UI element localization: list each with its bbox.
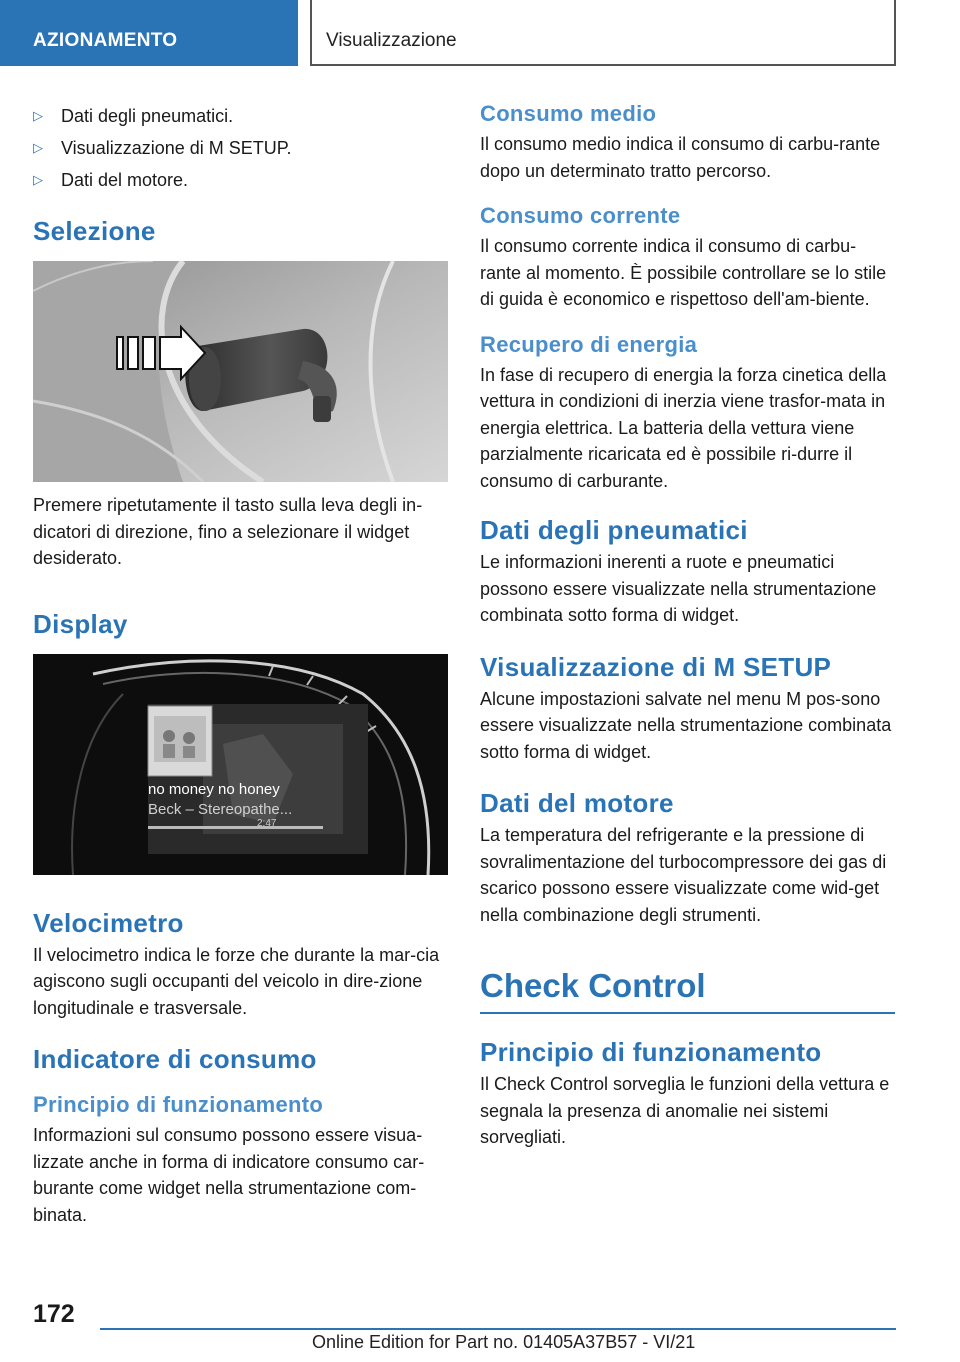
indicator-lever-illustration — [33, 261, 448, 482]
heading-recupero-energia: Recupero di energia — [480, 331, 698, 357]
heading-m-setup: Visualizzazione di M SETUP — [480, 651, 832, 682]
check-control-divider — [480, 1012, 895, 1014]
right-column — [480, 100, 896, 1151]
heading-display: Display — [33, 608, 128, 639]
figure-indicator-lever — [33, 261, 448, 482]
edition-note: Online Edition for Part no. 01405A37B57 - VI/21 — [312, 1332, 696, 1352]
heading-selezione: Selezione — [33, 216, 156, 246]
page-header — [0, 0, 960, 66]
m-setup-text: Alcune impostazioni salvate nel menu M pos-sono essere visualizzate nella strumentazione combinata sotto forma di widget. — [480, 688, 892, 762]
figure-display — [33, 654, 448, 875]
heading-consumo-medio: Consumo medio — [480, 101, 657, 126]
heading-check-principio: Principio di funzionamento — [480, 1037, 822, 1067]
heading-velocimetro: Velocimetro — [33, 907, 184, 938]
recupero-energia-text: In fase di recupero di energia la forza cinetica della vettura in condizioni di inerzia viene trasfor-mata in energia elettrica. La batteria della vettura viene parzialmente ricaricata ed è possibile ri-durre il consumo di carburante. — [480, 364, 887, 491]
list-item: ▷ Visualizzazione di M SETUP. — [33, 132, 449, 164]
song-artist: Beck – Stereopathe... — [148, 800, 293, 818]
section-tab: AZIONAMENTO — [0, 0, 298, 66]
consumo-corrente-text: Il consumo corrente indica il consumo di carbu-rante al momento. È possibile controllare se lo stile di guida è economico e rispettoso dell'am-biente. — [480, 236, 887, 309]
heading-consumo-corrente: Consumo corrente — [480, 203, 681, 228]
velocimetro-text: Il velocimetro indica le forze che durante la mar-cia agiscono sugli occupanti del veicolo in dire-zione longitudinale e trasversale. — [33, 944, 440, 1018]
footer-divider — [100, 1328, 896, 1330]
dati-motore-text: La temperatura del refrigerante e la pressione di sovralimentazione del turbocompressore dei gas di scarico possono essere visualizzate come wid-get nella combinazione degli strumenti. — [480, 825, 887, 925]
list-item: ▷ Dati del motore. — [33, 164, 449, 196]
song-title: no money no honey — [148, 780, 280, 798]
selezione-text: Premere ripetutamente il tasto sulla leva degli in-dicatori di direzione, fino a selezionare il widget desiderato. — [33, 495, 423, 568]
list-item: ▷ Dati degli pneumatici. — [33, 100, 449, 132]
widget-list — [33, 100, 449, 196]
song-time: 2:47 — [257, 817, 277, 829]
triangle-bullet-icon: ▷ — [33, 172, 43, 187]
page-footer — [0, 1290, 960, 1362]
chapter-title: Visualizzazione — [310, 0, 896, 66]
left-column — [33, 100, 449, 1228]
heading-dati-motore: Dati del motore — [480, 788, 674, 818]
heading-check-control: Check Control — [480, 967, 706, 1004]
consumo-medio-text: Il consumo medio indica il consumo di carbu-rante dopo un determinato tratto percorso. — [480, 134, 881, 181]
heading-indicatore-consumo: Indicatore di consumo — [33, 1044, 317, 1074]
check-principio-text: Il Check Control sorveglia le funzioni della vettura e segnala la presenza di anomalie nei sistemi sorvegliati. — [480, 1074, 890, 1147]
principio-text: Informazioni sul consumo possono essere visua-lizzate anche in forma di indicatore consumo car-burante come widget nella strumentazione com-binata. — [33, 1125, 425, 1225]
triangle-bullet-icon: ▷ — [33, 140, 43, 155]
song-progress-bar — [148, 826, 323, 829]
display-widget-illustration — [33, 654, 448, 875]
dati-pneumatici-text: Le informazioni inerenti a ruote e pneumatici possono essere visualizzate nella strumentazione combinata sotto forma di widget. — [480, 552, 877, 625]
heading-dati-pneumatici: Dati degli pneumatici — [480, 515, 748, 545]
page-number: 172 — [33, 1300, 75, 1328]
heading-principio-funzionamento: Principio di funzionamento — [33, 1092, 324, 1117]
triangle-bullet-icon: ▷ — [33, 108, 43, 123]
